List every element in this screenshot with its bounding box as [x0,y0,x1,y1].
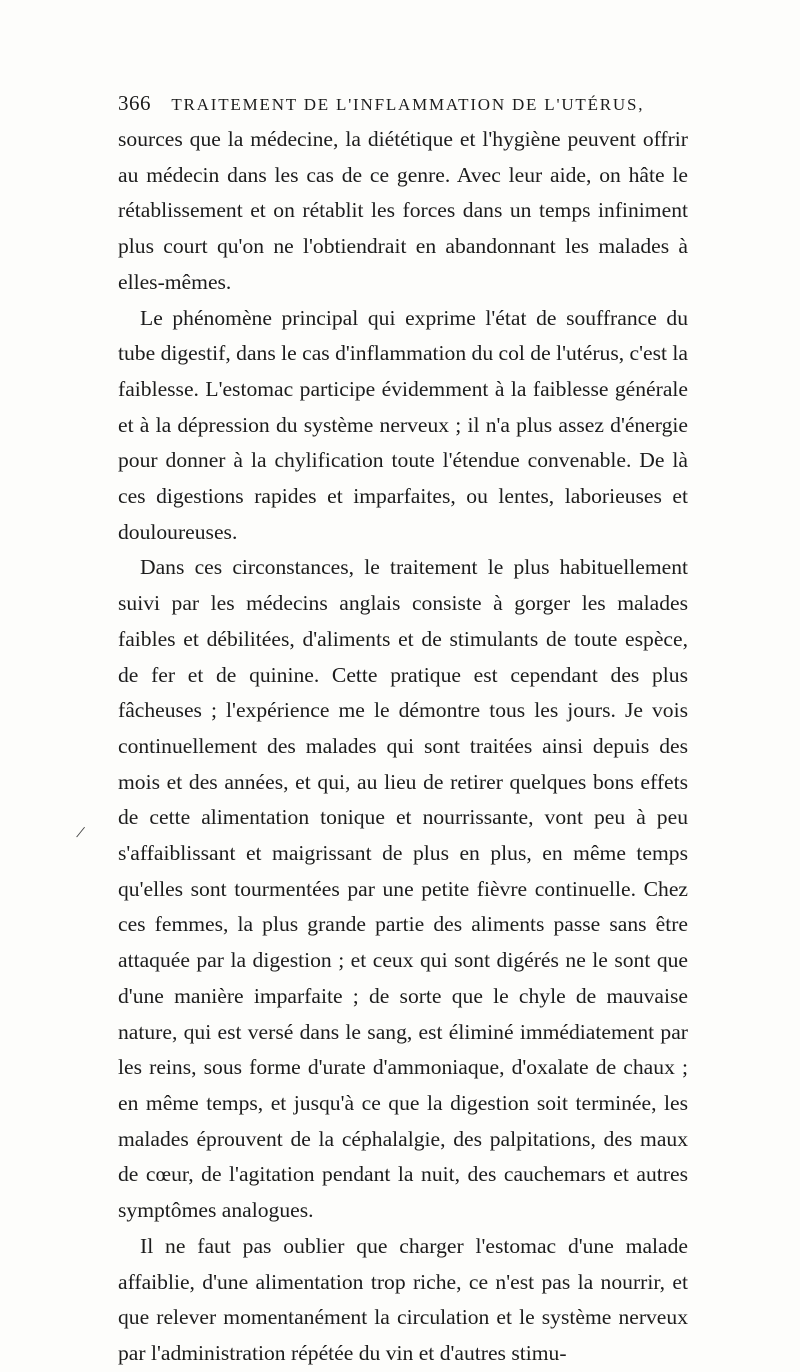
body-text [118,122,688,1372]
margin-pencil-mark: / [74,821,87,843]
page-header [118,88,688,118]
paragraph-3: Dans ces circonstances, le traitement le plus habituellement suivi par les médecins anglais consiste à gorger les malades faibles et débilitées, d'aliments et de stimulants de toute espèce, de fer et de quinine. Cette pratique est cependant des plus fâcheuses ; l'expérience me le démontre tous les jours. Je vois continuellement des malades qui sont traitées ainsi depuis des mois et des années, et qui, au lieu de retirer quelques bons effets de cette alimentation tonique et nourrissante, vont peu à peu s'affaiblissant et maigrissant de plus en plus, en même temps qu'elles sont tourmentées par une petite fièvre continuelle. Chez ces femmes, la plus grande partie des aliments passe sans être attaquée par la digestion ; et ceux qui sont digérés ne le sont que d'une manière imparfaite ; de sorte que le chyle de mauvaise nature, qui est versé dans le sang, est éliminé immédiatement par les reins, sous forme d'urate d'ammoniaque, d'oxalate de chaux ; en même temps, et jusqu'à ce que la digestion soit terminée, les malades éprouvent de la céphalalgie, des palpitations, des maux de cœur, de l'agitation pendant la nuit, des cauchemars et autres symptômes analogues. [118,555,688,1223]
running-title: TRAITEMENT DE L'INFLAMMATION DE L'UTÉRUS, [171,95,645,114]
paragraph-1: sources que la médecine, la diététique et l'hygiène peuvent offrir au médecin dans les cas de ce genre. Avec leur aide, on hâte le rétablissement et on rétablit les forces dans un temps infiniment plus court qu'on ne l'obtiendrait en abandonnant les malades à elles-mêmes. [118,127,688,294]
page-number: 366 [118,91,151,115]
paragraph-2: Le phénomène principal qui exprime l'état de souffrance du tube digestif, dans le cas d'inflammation du col de l'utérus, c'est la faiblesse. L'estomac participe évidemment à la faiblesse générale et à la dépression du système nerveux ; il n'a plus assez d'énergie pour donner à la chylification toute l'étendue convenable. De là ces digestions rapides et imparfaites, ou lentes, laborieuses et douloureuses. [118,305,688,544]
paragraph-4: Il ne faut pas oublier que charger l'estomac d'une malade affaiblie, d'une alimentation trop riche, ce n'est pas la nourrir, et que relever momentanément la circulation et le système nerveux par l'administration répétée du vin et d'autres stimu- [118,1233,688,1365]
